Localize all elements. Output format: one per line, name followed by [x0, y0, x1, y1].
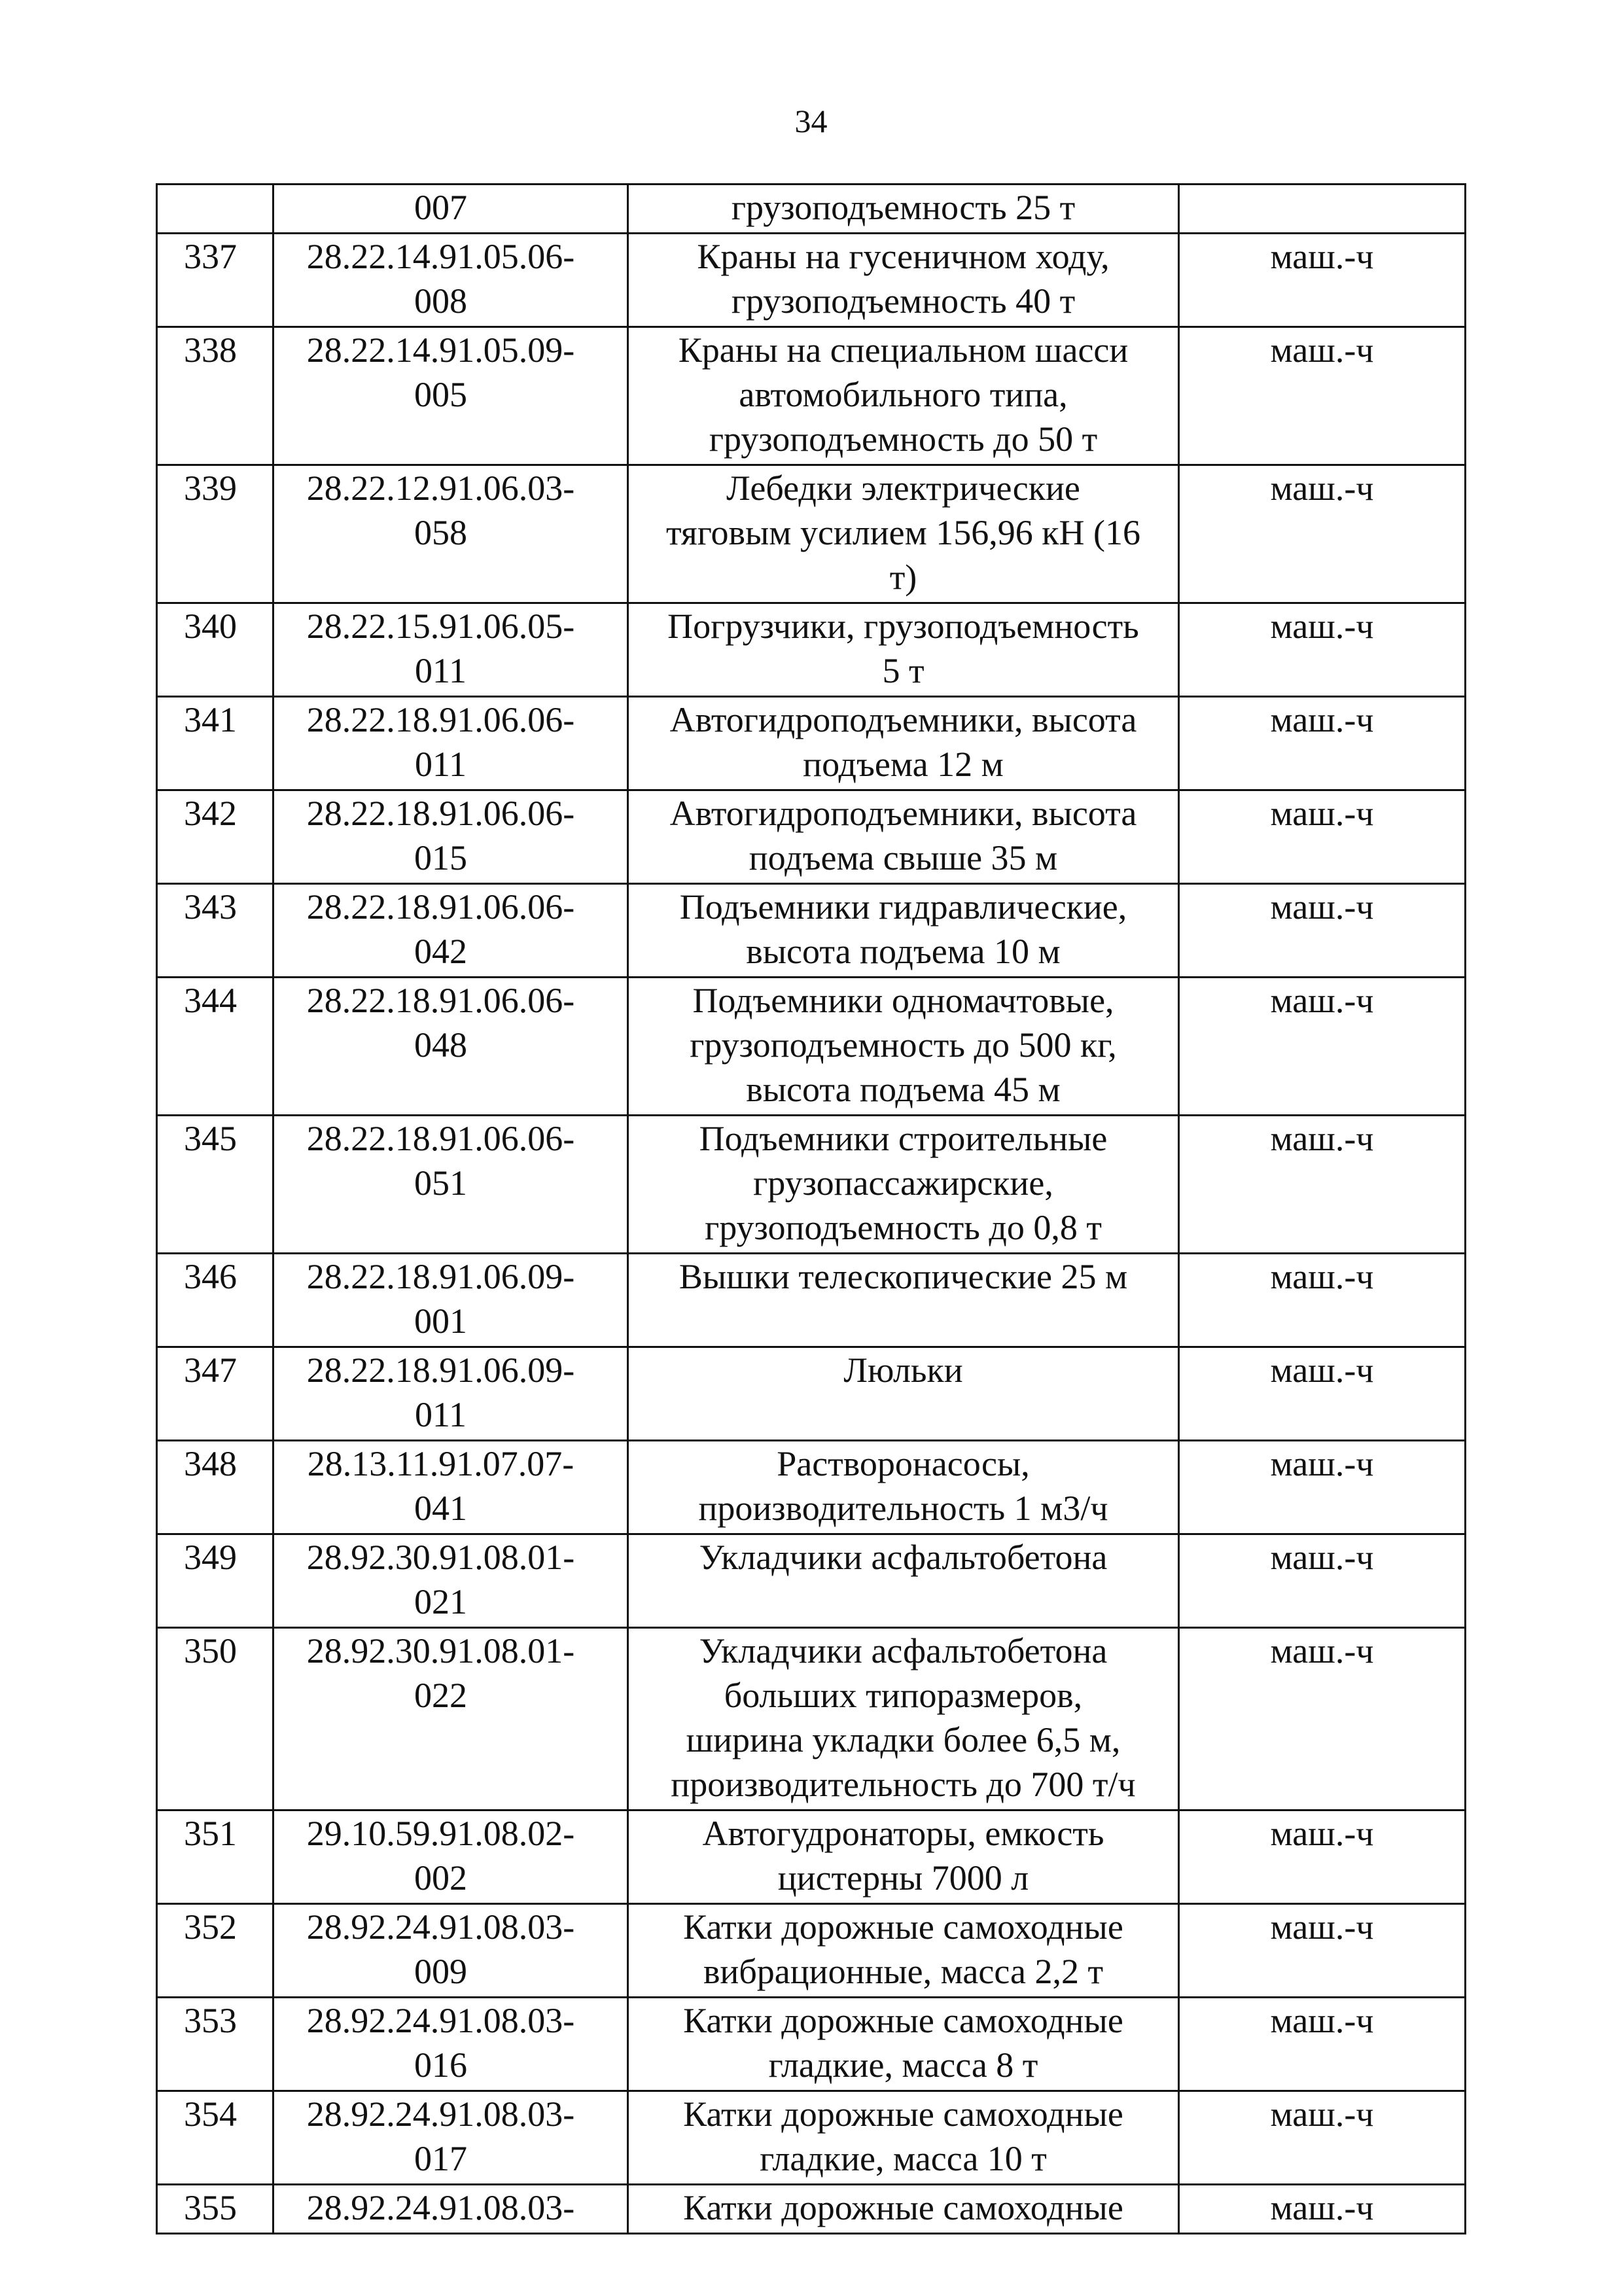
resource-code-line: 009	[414, 1952, 467, 1991]
table-row	[157, 465, 1466, 603]
resource-name-line: высота подъема 10 м	[746, 932, 1061, 971]
resource-code-line: 28.22.18.91.06.06-	[306, 700, 575, 739]
unit-cell	[1179, 185, 1466, 234]
resource-code-line: 28.92.24.91.08.03-	[306, 2094, 575, 2134]
unit-cell: маш.-ч	[1179, 697, 1466, 790]
resource-code-line: 058	[414, 513, 467, 552]
resource-name-cell	[628, 1441, 1179, 1534]
resource-code-cell	[273, 1347, 628, 1441]
resource-code-line: 28.22.18.91.06.06-	[306, 794, 575, 833]
resource-code-cell	[273, 884, 628, 978]
unit-cell: маш.-ч	[1179, 1534, 1466, 1628]
row-number-cell: 342	[157, 790, 273, 884]
resource-code-line: 048	[414, 1025, 467, 1065]
unit-cell: маш.-ч	[1179, 884, 1466, 978]
resource-name-cell	[628, 2185, 1179, 2234]
resource-name-line: Катки дорожные самоходные	[683, 2188, 1123, 2227]
resource-code-cell	[273, 185, 628, 234]
resource-name-line: автомобильного типа,	[739, 375, 1068, 414]
unit-cell: маш.-ч	[1179, 1810, 1466, 1904]
resource-name-line: вибрационные, масса 2,2 т	[703, 1952, 1104, 1991]
row-number-cell: 355	[157, 2185, 273, 2234]
resource-name-line: тяговым усилием 156,96 кН (16	[665, 513, 1141, 552]
unit-cell: маш.-ч	[1179, 1628, 1466, 1810]
resource-name-cell	[628, 1904, 1179, 1998]
table-row	[157, 1441, 1466, 1534]
resource-name-line: грузоподъемность до 0,8 т	[705, 1208, 1102, 1247]
unit-cell: маш.-ч	[1179, 2185, 1466, 2234]
page-number: 34	[794, 103, 828, 139]
resource-code-line: 28.22.18.91.06.09-	[306, 1257, 575, 1296]
table-row	[157, 185, 1466, 234]
table-row	[157, 2185, 1466, 2234]
resource-code-line: 28.22.14.91.05.09-	[306, 330, 575, 370]
row-number-cell: 345	[157, 1116, 273, 1254]
resource-code-line: 28.92.24.91.08.03-	[306, 2188, 575, 2227]
row-number-cell: 339	[157, 465, 273, 603]
row-number-cell: 354	[157, 2091, 273, 2185]
table-row	[157, 1810, 1466, 1904]
row-number-cell: 351	[157, 1810, 273, 1904]
resource-name-line: Краны на специальном шасси	[678, 330, 1129, 370]
resource-name-cell	[628, 185, 1179, 234]
resource-code-line: 005	[414, 375, 467, 414]
resource-name-line: Катки дорожные самоходные	[683, 2094, 1123, 2134]
resource-name-cell	[628, 1534, 1179, 1628]
resource-code-line: 022	[414, 1676, 467, 1715]
resource-name-cell	[628, 603, 1179, 697]
resource-code-line: 001	[414, 1301, 467, 1341]
resource-name-line: Растворонасосы,	[777, 1444, 1030, 1483]
resource-name-line: Краны на гусеничном ходу,	[697, 237, 1110, 276]
resource-code-cell	[273, 465, 628, 603]
resource-code-line: 011	[415, 745, 467, 784]
table-row	[157, 1347, 1466, 1441]
resource-code-line: 017	[414, 2139, 467, 2178]
resource-name-line: грузоподъемность до 500 кг,	[690, 1025, 1117, 1065]
resource-code-cell	[273, 1904, 628, 1998]
table-row	[157, 603, 1466, 697]
equipment-table	[156, 183, 1466, 2234]
resource-name-line: Лебедки электрические	[726, 468, 1080, 508]
resource-name-cell	[628, 327, 1179, 465]
resource-code-cell	[273, 327, 628, 465]
resource-code-cell	[273, 1116, 628, 1254]
unit-cell: маш.-ч	[1179, 2091, 1466, 2185]
resource-name-cell	[628, 978, 1179, 1116]
resource-code-line: 28.22.12.91.06.03-	[306, 468, 575, 508]
resource-code-line: 28.13.11.91.07.07-	[307, 1444, 574, 1483]
row-number-cell: 350	[157, 1628, 273, 1810]
unit-cell: маш.-ч	[1179, 1904, 1466, 1998]
resource-name-line: гладкие, масса 10 т	[760, 2139, 1047, 2178]
row-number-cell: 353	[157, 1998, 273, 2091]
resource-name-cell	[628, 790, 1179, 884]
resource-code-cell	[273, 2091, 628, 2185]
resource-name-line: Автогидроподъемники, высота	[669, 700, 1137, 739]
table-row	[157, 1534, 1466, 1628]
resource-name-line: Укладчики асфальтобетона	[699, 1631, 1108, 1670]
resource-name-cell	[628, 1998, 1179, 2091]
unit-cell: маш.-ч	[1179, 1116, 1466, 1254]
resource-code-cell	[273, 697, 628, 790]
resource-code-cell	[273, 603, 628, 697]
resource-code-cell	[273, 1441, 628, 1534]
unit-cell: маш.-ч	[1179, 465, 1466, 603]
resource-code-cell	[273, 234, 628, 327]
resource-name-line: грузоподъемность 40 т	[731, 281, 1076, 321]
unit-cell: маш.-ч	[1179, 1441, 1466, 1534]
resource-code-line: 28.92.24.91.08.03-	[306, 1907, 575, 1947]
resource-name-line: Подъемники одномачтовые,	[692, 981, 1114, 1020]
resource-code-line: 28.92.24.91.08.03-	[306, 2001, 575, 2040]
resource-name-line: грузоподъемность 25 т	[731, 188, 1076, 227]
resource-name-line: Автогидроподъемники, высота	[669, 794, 1137, 833]
row-number-cell: 349	[157, 1534, 273, 1628]
resource-name-line: т)	[889, 557, 917, 597]
resource-name-cell	[628, 884, 1179, 978]
resource-name-line: подъема 12 м	[803, 745, 1004, 784]
table-row	[157, 1254, 1466, 1347]
resource-code-line: 011	[415, 651, 467, 690]
resource-code-line: 28.22.14.91.05.06-	[306, 237, 575, 276]
resource-code-line: 28.22.18.91.06.09-	[306, 1351, 575, 1390]
resource-name-cell	[628, 1116, 1179, 1254]
resource-name-cell	[628, 465, 1179, 603]
resource-code-line: 016	[414, 2045, 467, 2085]
resource-code-line: 29.10.59.91.08.02-	[306, 1814, 575, 1853]
table-row	[157, 1904, 1466, 1998]
table-row	[157, 697, 1466, 790]
resource-name-line: Люльки	[843, 1351, 963, 1390]
resource-code-line: 002	[414, 1858, 467, 1898]
unit-cell: маш.-ч	[1179, 327, 1466, 465]
resource-name-line: Катки дорожные самоходные	[683, 1907, 1123, 1947]
resource-code-line: 021	[414, 1582, 467, 1621]
row-number-cell: 341	[157, 697, 273, 790]
resource-name-cell	[628, 1810, 1179, 1904]
table-row	[157, 884, 1466, 978]
row-number-cell: 352	[157, 1904, 273, 1998]
resource-name-line: грузопассажирские,	[753, 1163, 1053, 1203]
table-row	[157, 1998, 1466, 2091]
table-row	[157, 327, 1466, 465]
resource-name-line: Автогудронаторы, емкость	[702, 1814, 1104, 1853]
table-row	[157, 1628, 1466, 1810]
resource-name-line: производительность до 700 т/ч	[671, 1765, 1136, 1804]
unit-cell: маш.-ч	[1179, 1347, 1466, 1441]
resource-code-line: 051	[414, 1163, 467, 1203]
resource-code-cell	[273, 1998, 628, 2091]
table-row	[157, 2091, 1466, 2185]
resource-name-line: Погрузчики, грузоподъемность	[667, 607, 1139, 646]
resource-code-line: 28.22.18.91.06.06-	[306, 887, 575, 927]
resource-code-line: 28.22.15.91.06.05-	[306, 607, 575, 646]
resource-code-line: 011	[415, 1395, 467, 1434]
resource-code-line: 042	[414, 932, 467, 971]
resource-name-line: Катки дорожные самоходные	[683, 2001, 1123, 2040]
row-number-cell: 337	[157, 234, 273, 327]
resource-code-line: 008	[414, 281, 467, 321]
resource-name-line: Укладчики асфальтобетона	[699, 1538, 1108, 1577]
resource-name-cell	[628, 1347, 1179, 1441]
unit-cell: маш.-ч	[1179, 1254, 1466, 1347]
resource-name-cell	[628, 2091, 1179, 2185]
resource-name-line: 5 т	[882, 651, 925, 690]
resource-code-cell	[273, 1254, 628, 1347]
unit-cell: маш.-ч	[1179, 1998, 1466, 2091]
table-row	[157, 234, 1466, 327]
resource-code-cell	[273, 1810, 628, 1904]
row-number-cell: 346	[157, 1254, 273, 1347]
resource-code-cell	[273, 1534, 628, 1628]
row-number-cell: 340	[157, 603, 273, 697]
row-number-cell: 344	[157, 978, 273, 1116]
unit-cell: маш.-ч	[1179, 978, 1466, 1116]
table-row	[157, 1116, 1466, 1254]
resource-code-line: 007	[414, 188, 467, 227]
resource-code-line: 015	[414, 838, 467, 877]
resource-name-line: высота подъема 45 м	[746, 1070, 1061, 1109]
resource-code-cell	[273, 978, 628, 1116]
resource-code-line: 28.22.18.91.06.06-	[306, 981, 575, 1020]
resource-name-line: Подъемники гидравлические,	[679, 887, 1127, 927]
resource-name-line: больших типоразмеров,	[724, 1676, 1083, 1715]
resource-name-line: грузоподъемность до 50 т	[709, 419, 1098, 459]
resource-code-line: 28.92.30.91.08.01-	[306, 1631, 575, 1670]
resource-name-line: цистерны 7000 л	[777, 1858, 1029, 1898]
table-row	[157, 978, 1466, 1116]
resource-name-line: ширина укладки более 6,5 м,	[686, 1720, 1121, 1759]
resource-code-line: 28.92.30.91.08.01-	[306, 1538, 575, 1577]
resource-name-line: Вышки телескопические 25 м	[679, 1257, 1128, 1296]
row-number-cell: 343	[157, 884, 273, 978]
resource-name-line: производительность 1 м3/ч	[698, 1489, 1108, 1528]
row-number-cell: 348	[157, 1441, 273, 1534]
resource-name-cell	[628, 1254, 1179, 1347]
resource-name-line: подъема свыше 35 м	[749, 838, 1058, 877]
unit-cell: маш.-ч	[1179, 234, 1466, 327]
resource-name-line: Подъемники строительные	[699, 1119, 1108, 1158]
resource-name-cell	[628, 697, 1179, 790]
unit-cell: маш.-ч	[1179, 603, 1466, 697]
row-number-cell: 347	[157, 1347, 273, 1441]
unit-cell: маш.-ч	[1179, 790, 1466, 884]
resource-name-line: гладкие, масса 8 т	[768, 2045, 1038, 2085]
resource-name-cell	[628, 1628, 1179, 1810]
resource-code-cell	[273, 1628, 628, 1810]
table-body	[157, 185, 1466, 2234]
row-number-cell	[157, 185, 273, 234]
resource-code-line: 041	[414, 1489, 467, 1528]
resource-code-cell	[273, 2185, 628, 2234]
row-number-cell: 338	[157, 327, 273, 465]
resource-name-cell	[628, 234, 1179, 327]
table-row	[157, 790, 1466, 884]
resource-code-cell	[273, 790, 628, 884]
resource-code-line: 28.22.18.91.06.06-	[306, 1119, 575, 1158]
